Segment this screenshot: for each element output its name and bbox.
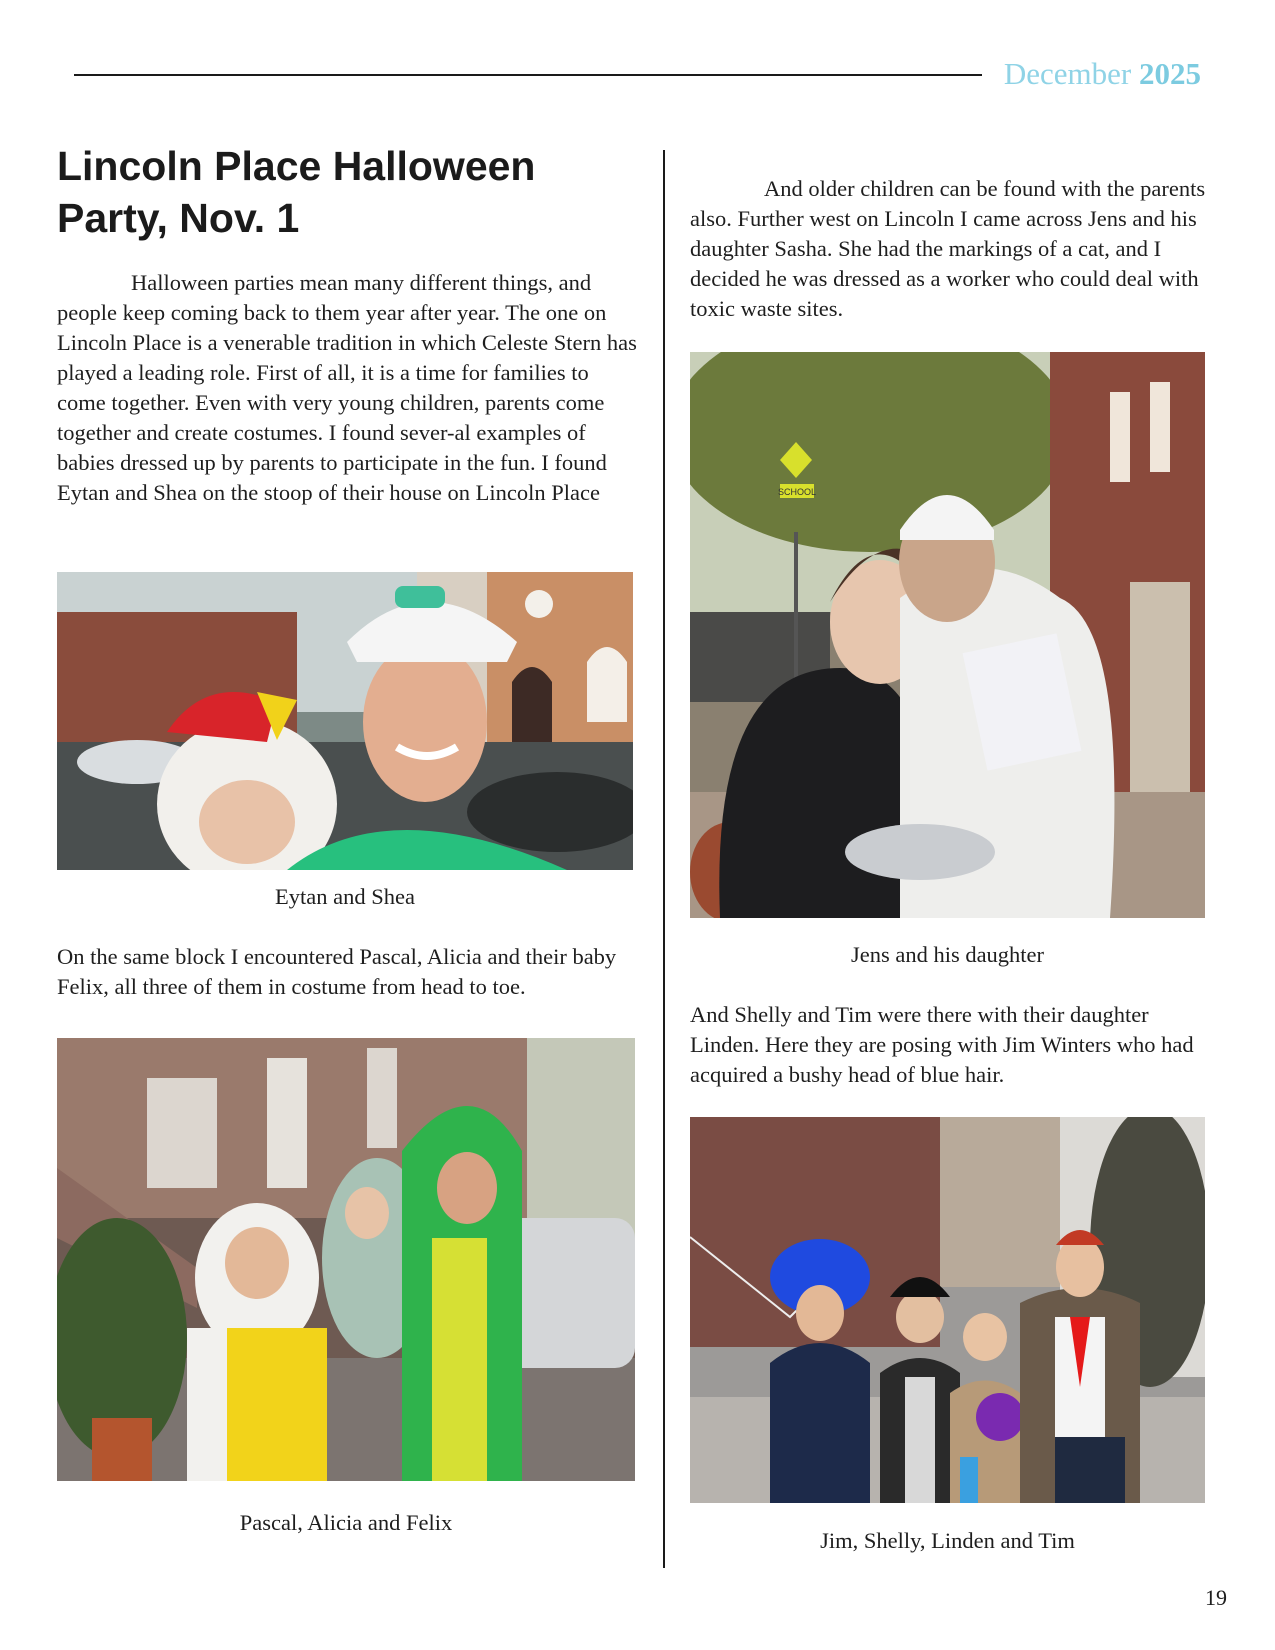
paragraph-pascal-alicia: On the same block I encountered Pascal, Alicia and their baby Felix, all three of them in costume from head to toe. <box>57 944 617 999</box>
photo3-caption: Jens and his daughter <box>850 942 1045 967</box>
page-number: 19 <box>1205 1585 1227 1610</box>
paragraph-shelly-tim: And Shelly and Tim were there with their daughter Linden. Here they are posing with Jim Winters who had acquired a bushy head of blue hair. <box>690 1002 1194 1087</box>
photo-eytan-and-shea <box>57 572 633 870</box>
school-sign-text: SCHOOL <box>777 487 817 497</box>
issue-month: December <box>1003 56 1132 91</box>
intro-paragraph: Halloween parties mean many different things, and people keep coming back to them year after year. The one on Lincoln Place is a venerable tradition in which Celeste Stern has played a leading role. First of all, it is a time for families to come together. Even with very young children, parents come together and create costumes. I found sever-al examples of babies dressed up by parents to participate in the fun. I found Eytan and Shea on the stoop of their house on Lincoln Place <box>57 270 637 505</box>
photo-jens-and-daughter <box>690 352 1205 918</box>
photo-jim-shelly-linden-tim <box>690 1117 1205 1503</box>
column-divider <box>663 150 665 1568</box>
paragraph-jens: And older children can be found with the parents also. Further west on Lincoln I came across Jens and his daughter Sasha. She had the markings of a cat, and I decided he was dressed as a worker who could deal with toxic waste sites. <box>690 176 1206 321</box>
issue-year: 2025 <box>1139 56 1201 91</box>
article-title: Lincoln Place Halloween Party, Nov. 1 <box>57 143 536 241</box>
header-rule <box>74 74 982 76</box>
photo4-caption: Jim, Shelly, Linden and Tim <box>820 1528 1075 1553</box>
photo2-caption: Pascal, Alicia and Felix <box>239 1510 453 1535</box>
issue-date <box>1004 56 1201 92</box>
photo-pascal-alicia-felix <box>57 1038 635 1481</box>
photo1-caption: Eytan and Shea <box>275 884 415 909</box>
